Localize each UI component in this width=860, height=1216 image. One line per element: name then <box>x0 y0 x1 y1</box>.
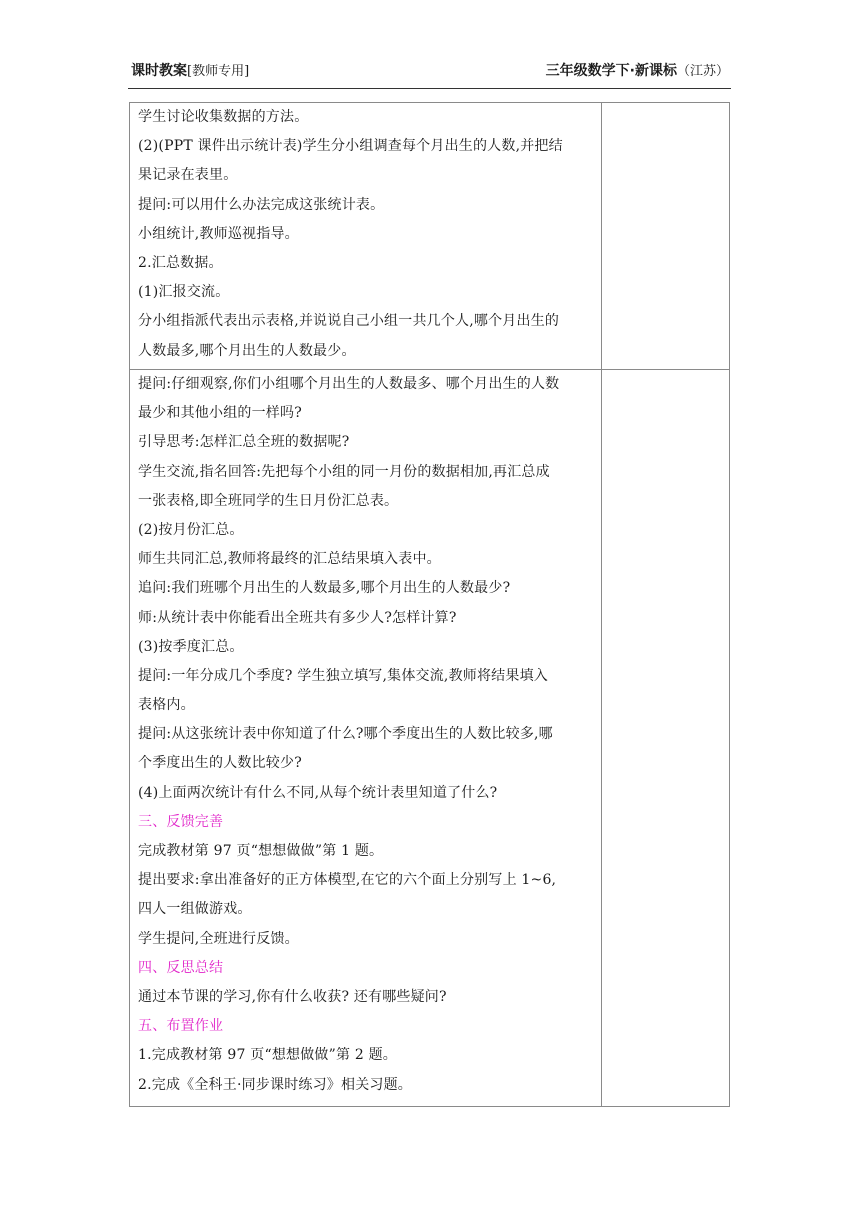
text-line: (4)上面两次统计有什么不同,从每个统计表里知道了什么? <box>138 784 498 801</box>
text-line: 果记录在表里。 <box>138 167 238 184</box>
text-line: 最少和其他小组的一样吗? <box>138 405 302 422</box>
text-line: 引导思考:怎样汇总全班的数据呢? <box>138 434 350 451</box>
section-heading: 三、反馈完善 <box>138 813 224 830</box>
table-row <box>130 369 729 1106</box>
table-row <box>130 103 729 369</box>
header-right-title: 三年级数学下·新课标 <box>545 63 677 79</box>
text-line: 2.汇总数据。 <box>138 254 223 271</box>
text-line: 提问:可以用什么办法完成这张统计表。 <box>138 196 385 213</box>
notes-cell <box>602 370 729 1106</box>
text-line: 人数最多,哪个月出生的人数最少。 <box>138 342 356 359</box>
text-line: 学生交流,指名回答:先把每个小组的同一月份的数据相加,再汇总成 <box>138 463 550 480</box>
text-line: 一张表格,即全班同学的生日月份汇总表。 <box>138 492 399 509</box>
header-right <box>546 60 729 80</box>
text-line: 四人一组做游戏。 <box>138 901 252 918</box>
text-line: 学生讨论收集数据的方法。 <box>138 109 309 125</box>
text-line: 表格内。 <box>138 697 195 714</box>
lesson-table <box>129 102 730 1107</box>
text-line: (3)按季度汇总。 <box>138 638 244 655</box>
section-heading: 五、布置作业 <box>138 1018 224 1035</box>
content-cell <box>130 103 602 369</box>
text-line: 追问:我们班哪个月出生的人数最多,哪个月出生的人数最少? <box>138 580 511 597</box>
text-line: 分小组指派代表出示表格,并说说自己小组一共几个人,哪个月出生的 <box>138 313 560 330</box>
text-line: 师:从统计表中你能看出全班共有多少人?怎样计算? <box>138 609 457 626</box>
text-line: 学生提问,全班进行反馈。 <box>138 930 299 947</box>
header-left-title: 课时教案 <box>131 63 187 79</box>
text-line: (2)按月份汇总。 <box>138 521 244 538</box>
text-line: 提问:从这张统计表中你知道了什么?哪个季度出生的人数比较多,哪 <box>138 726 553 743</box>
header-left <box>131 60 249 80</box>
text-line: 通过本节课的学习,你有什么收获? 还有哪些疑问? <box>138 988 447 1005</box>
section-heading: 四、反思总结 <box>138 959 224 976</box>
text-line: 提出要求:拿出准备好的正方体模型,在它的六个面上分别写上 1~6, <box>138 872 557 889</box>
text-line: 提问:仔细观察,你们小组哪个月出生的人数最多、哪个月出生的人数 <box>138 376 560 392</box>
text-line: 1.完成教材第 97 页“想想做做”第 2 题。 <box>138 1047 397 1064</box>
header-divider <box>128 88 731 89</box>
header-right-subtitle: （江苏） <box>676 64 729 79</box>
content-cell <box>130 370 602 1106</box>
text-line: 2.完成《全科王·同步课时练习》相关习题。 <box>138 1076 413 1093</box>
notes-cell <box>602 103 729 369</box>
header-left-subtitle: [教师专用] <box>187 64 250 79</box>
text-line: (2)(PPT 课件出示统计表)学生分小组调查每个月出生的人数,并把结 <box>138 138 563 155</box>
text-line: 完成教材第 97 页“想想做做”第 1 题。 <box>138 843 384 859</box>
text-line: 提问:一年分成几个季度? 学生独立填写,集体交流,教师将结果填入 <box>138 667 548 684</box>
text-line: (1)汇报交流。 <box>138 284 230 301</box>
text-line: 个季度出生的人数比较少? <box>138 755 302 772</box>
text-line: 师生共同汇总,教师将最终的汇总结果填入表中。 <box>138 551 441 568</box>
text-line: 小组统计,教师巡视指导。 <box>138 225 299 242</box>
page-header <box>131 60 729 82</box>
